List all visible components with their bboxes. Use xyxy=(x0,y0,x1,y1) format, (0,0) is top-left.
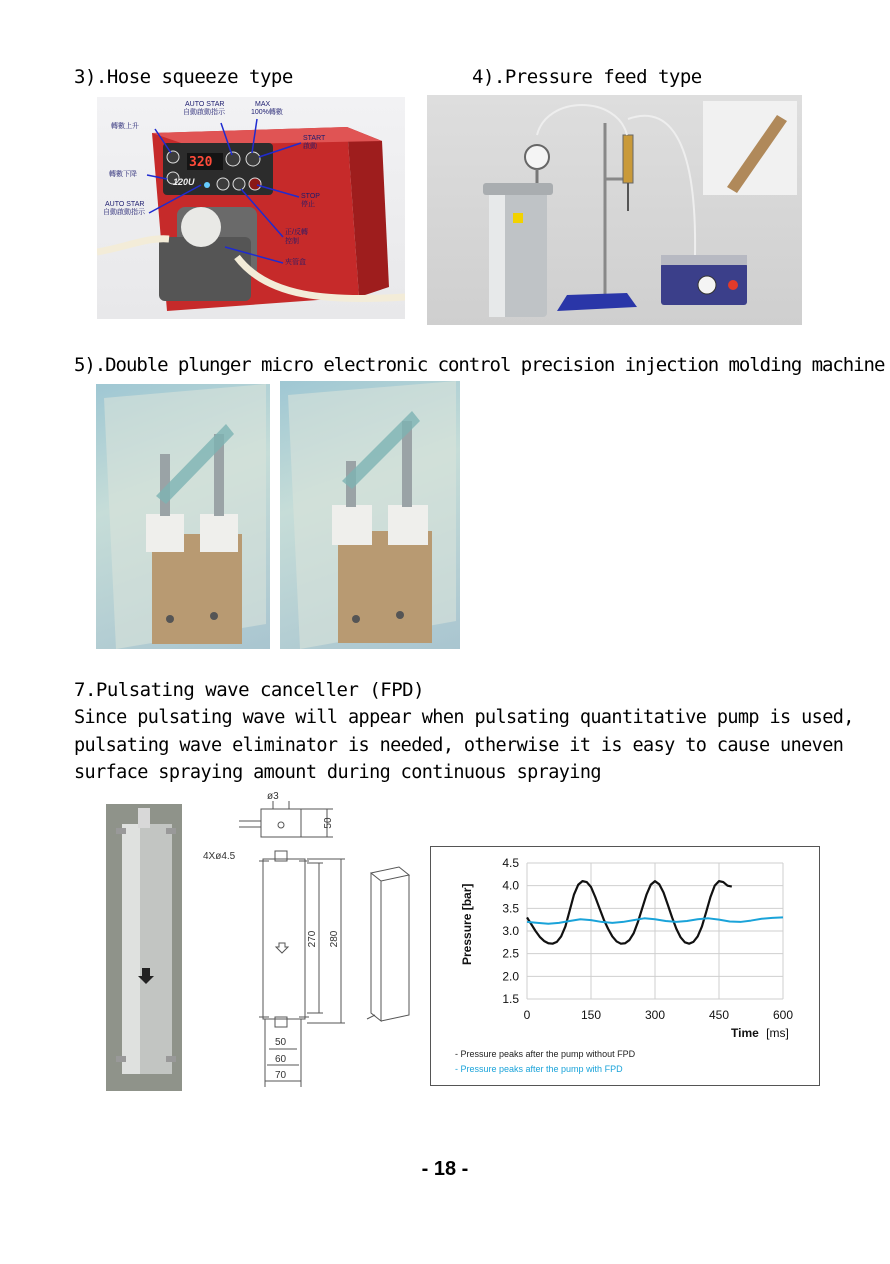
heading-hose-squeeze: 3).Hose squeeze type xyxy=(74,66,293,88)
label-max: MAX xyxy=(255,101,271,108)
chart-x-axis-label xyxy=(731,1026,789,1040)
label-speed-up: 轉數上升 xyxy=(111,123,139,130)
fpd-device-photo xyxy=(106,804,182,1091)
dim-50-top: 50 xyxy=(323,817,334,829)
chart-legend xyxy=(455,1049,636,1074)
double-plunger-illustration-1 xyxy=(96,384,270,649)
chart-x-tick-label: 0 xyxy=(523,1008,531,1022)
fpd-description xyxy=(74,704,854,787)
chart-y-axis-label: Pressure [bar] xyxy=(460,883,474,965)
pressure-feed-illustration xyxy=(427,95,802,325)
fpd-dimension-drawing xyxy=(203,787,429,1089)
double-plunger-photo-1 xyxy=(96,384,270,649)
dim-270: 270 xyxy=(307,930,318,948)
dim-280: 280 xyxy=(329,930,340,948)
chart-y-tick-label: 3.0 xyxy=(502,924,519,938)
label-auto-star-top: AUTO STAR xyxy=(185,101,225,108)
label-stop-cn: 停止 xyxy=(301,201,315,208)
dim-60: 60 xyxy=(275,1054,287,1065)
hose-pump-photo xyxy=(97,97,405,319)
chart-grid xyxy=(527,863,783,999)
chart-x-tick-label: 600 xyxy=(772,1008,794,1022)
pump-display-value: 320 xyxy=(189,155,213,170)
chart-y-tick-label: 4.0 xyxy=(502,878,519,893)
double-plunger-illustration-2 xyxy=(280,381,460,649)
label-direction-cn1: 正/反轉 xyxy=(285,229,308,236)
heading-double-plunger: 5).Double plunger micro electronic control precision injection molding machine xyxy=(74,354,885,376)
chart-ticks xyxy=(502,856,793,1022)
label-auto-star-left-cn: 自動啟動指示 xyxy=(103,209,145,216)
chart-x-tick-label: 450 xyxy=(708,1008,730,1022)
legend-entry-with-fpd: - Pressure peaks after the pump with FPD xyxy=(455,1064,623,1074)
label-stop: STOP xyxy=(301,193,320,200)
label-max-cn: 100%轉數 xyxy=(251,109,283,116)
dim-holes: 4Xø4.5 xyxy=(203,851,236,862)
pressure-chart-frame xyxy=(430,846,820,1086)
label-auto-star-left: AUTO STAR xyxy=(105,201,145,208)
page-number: - 18 - xyxy=(421,1158,469,1180)
chart-y-tick-label: 1.5 xyxy=(502,992,519,1006)
fpd-description-line2: pulsating wave eliminator is needed, otherwise it is easy to cause uneven xyxy=(74,734,844,756)
dim-50-bottom: 50 xyxy=(275,1037,287,1048)
pressure-feed-photo xyxy=(427,95,802,325)
label-start-cn: 啟動 xyxy=(303,143,317,150)
chart-x-tick-label: 150 xyxy=(580,1008,602,1022)
fpd-technical-drawing xyxy=(203,787,429,1089)
fpd-description-line3: surface spraying amount during continuous spraying xyxy=(74,762,601,783)
label-direction-cn2: 控制 xyxy=(285,238,299,245)
heading-pressure-feed: 4).Pressure feed type xyxy=(472,66,702,88)
heading-fpd: 7.Pulsating wave canceller (FPD) xyxy=(74,679,425,701)
dim-d3: ø3 xyxy=(267,791,279,802)
chart-y-tick-label: 2.0 xyxy=(502,969,519,984)
chart-x-axis-label-unit: [ms] xyxy=(766,1026,789,1040)
chart-y-tick-label: 2.5 xyxy=(502,946,519,961)
chart-y-tick-label: 3.5 xyxy=(502,901,519,916)
label-clamp-cn: 夾管盒 xyxy=(285,259,306,266)
fpd-description-line1: Since pulsating wave will appear when pulsating quantitative pump is used, xyxy=(74,707,854,728)
chart-x-axis-label-main: Time xyxy=(731,1026,759,1040)
label-auto-star-top-cn: 自動啟動指示 xyxy=(183,109,225,116)
pump-model-label: 120U xyxy=(173,177,195,187)
pressure-chart xyxy=(431,847,819,1085)
series-line-without-fpd xyxy=(527,881,732,944)
chart-x-tick-label: 300 xyxy=(644,1008,666,1022)
fpd-device-illustration xyxy=(106,804,182,1091)
label-start: START xyxy=(303,135,326,142)
legend-entry-without-fpd: - Pressure peaks after the pump without FPD xyxy=(455,1049,636,1059)
double-plunger-photo-2 xyxy=(280,381,460,649)
label-speed-down: 轉數下降 xyxy=(109,171,137,178)
chart-y-tick-label: 4.5 xyxy=(502,856,519,870)
dim-70: 70 xyxy=(275,1070,287,1081)
